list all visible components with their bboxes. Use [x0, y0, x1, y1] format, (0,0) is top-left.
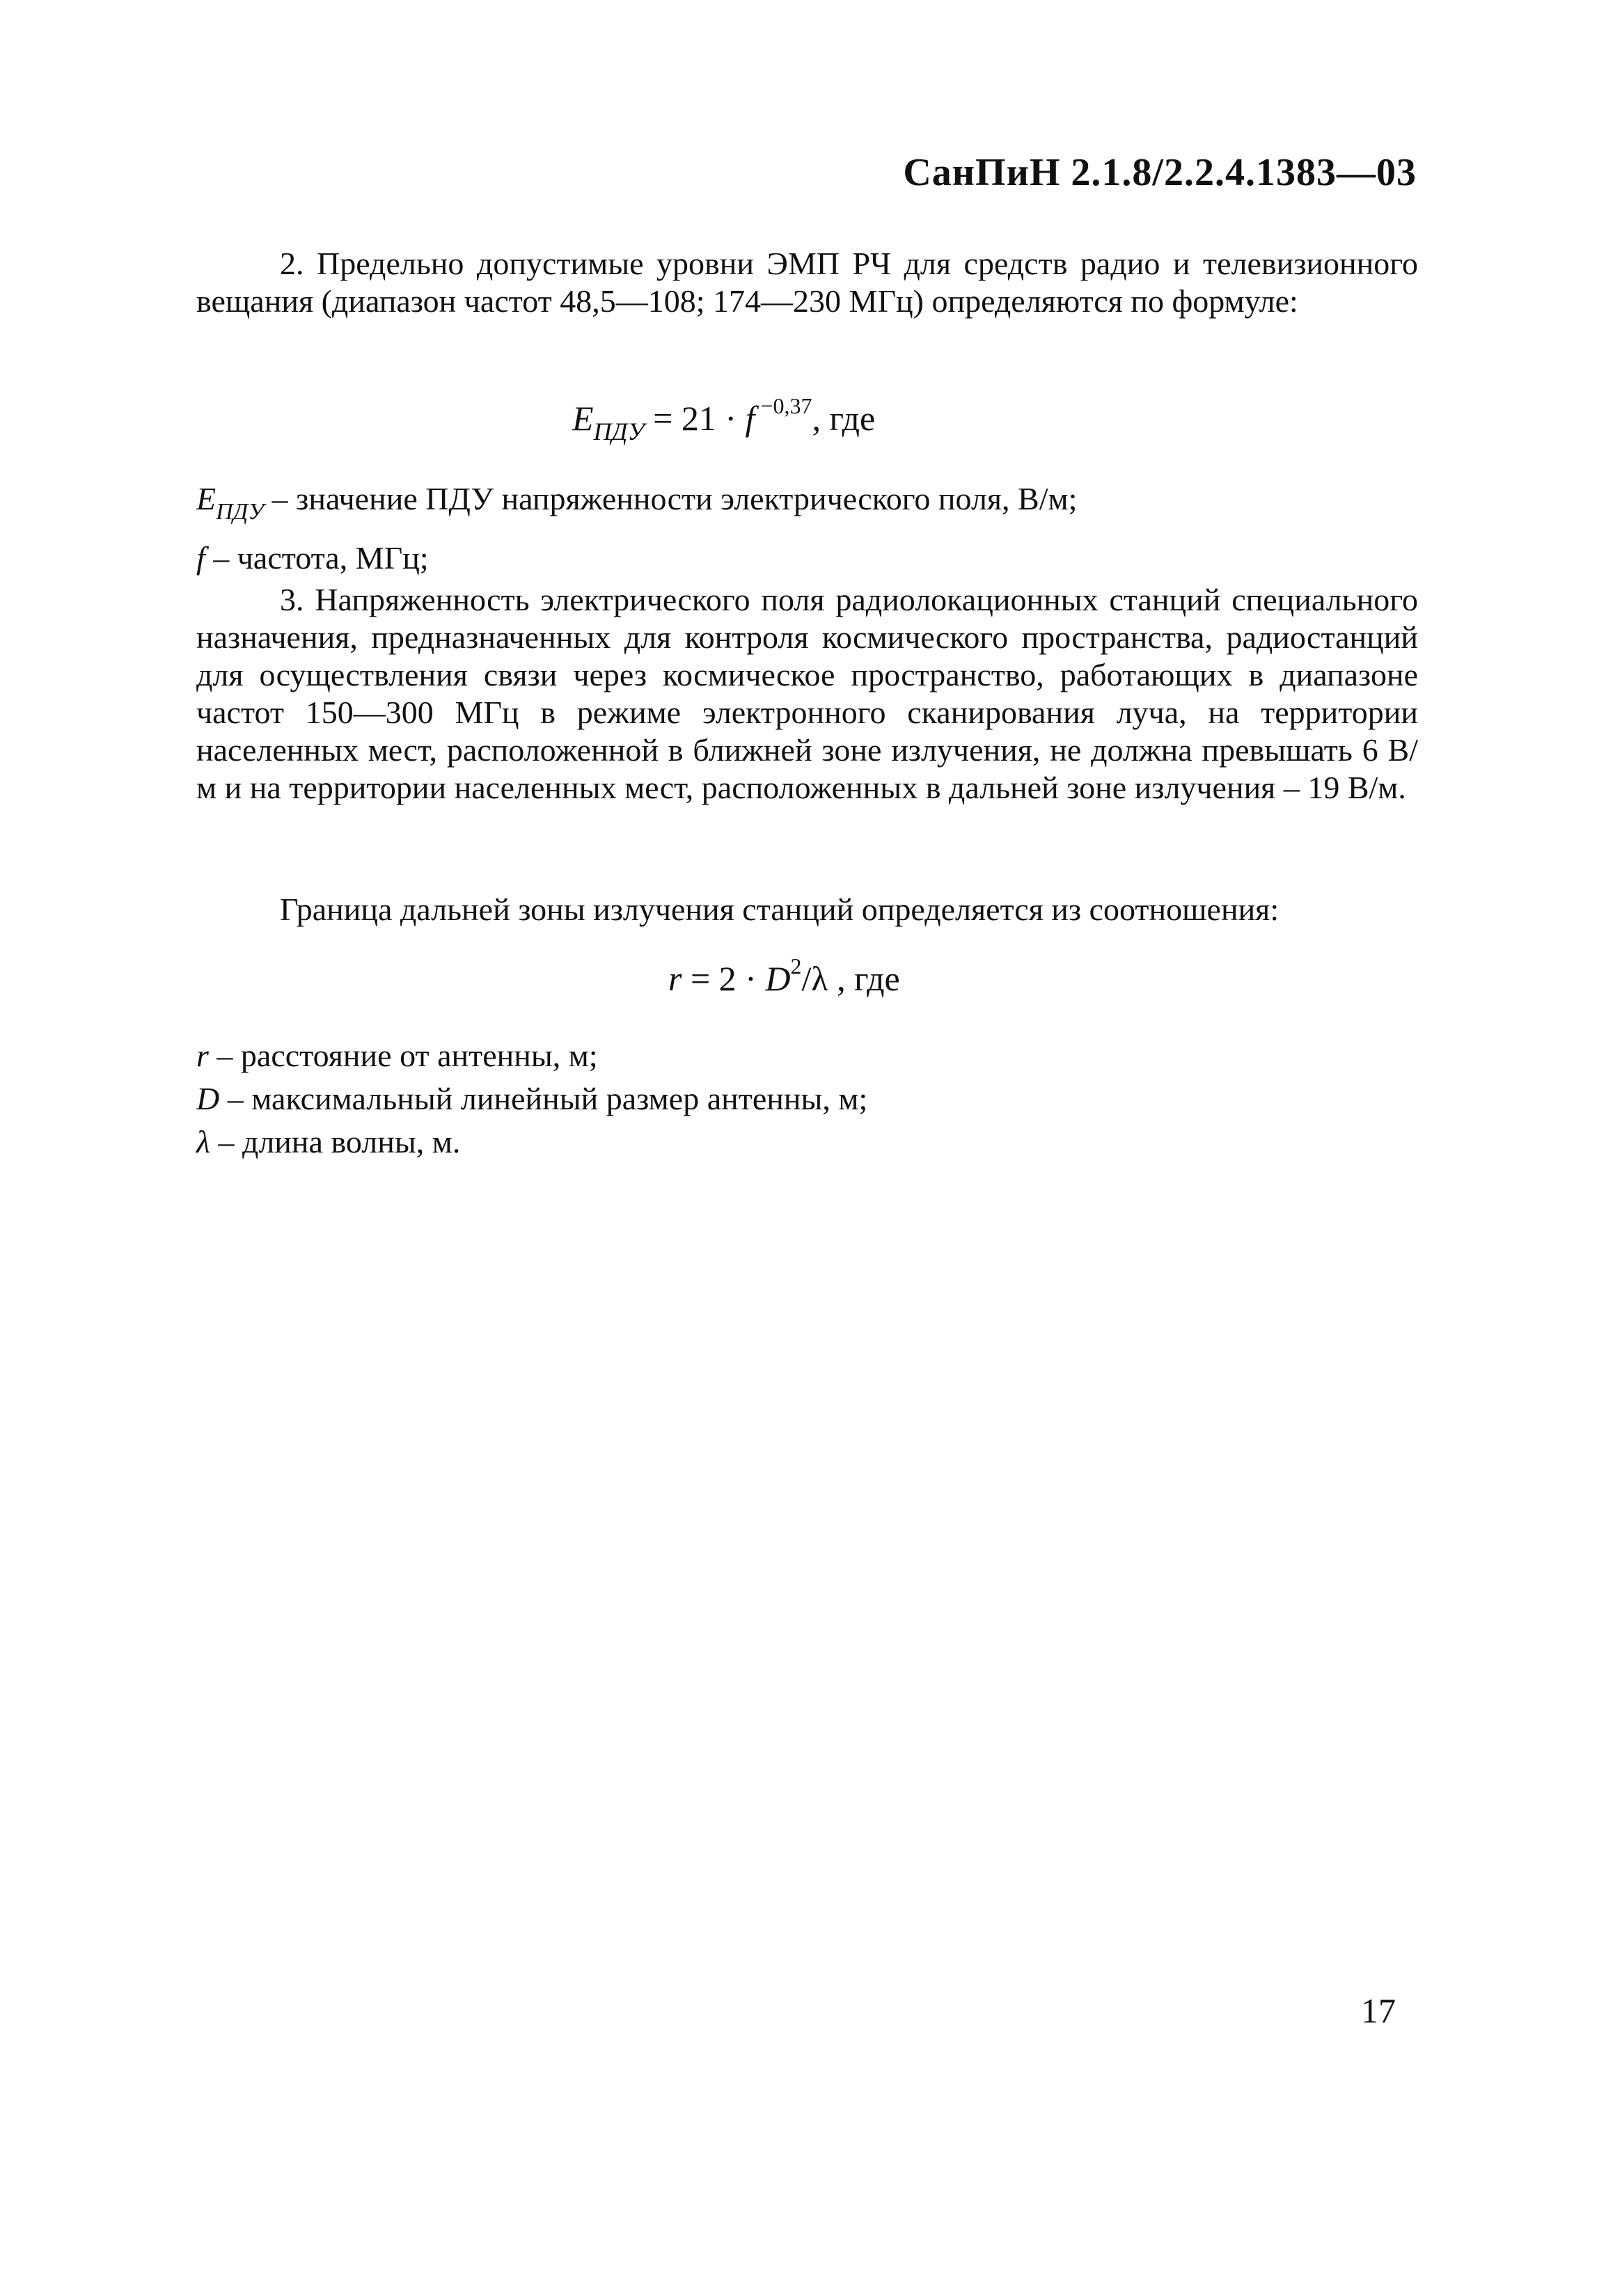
definition-d	[196, 1080, 867, 1117]
formula-e-symbol: E	[572, 399, 594, 438]
formula-rhs: = 21 ·	[653, 399, 746, 438]
def-d-text: – максимальный линейный размер антенны, м;	[219, 1081, 868, 1116]
definition-lambda	[196, 1123, 460, 1160]
def-f-text: – частота, МГц;	[205, 540, 429, 576]
formula2-exponent: 2	[790, 953, 802, 979]
boundary-text: Граница дальней зоны излучения станций определяется из соотношения:	[280, 892, 1280, 927]
def-lambda-text: – длина волны, м.	[210, 1124, 461, 1159]
formula2-r-symbol: r	[668, 959, 682, 998]
formula-tail: , где	[812, 399, 876, 438]
formula2-mid: = 2 ·	[682, 959, 766, 998]
def-e-text: – значение ПДУ напряженности электрического поля, В/м;	[264, 481, 1078, 516]
definition-f	[196, 539, 429, 576]
def-r-text: – расстояние от антенны, м;	[208, 1038, 598, 1073]
formula-exponent: −0,37	[755, 393, 812, 418]
definition-e-pdu	[196, 480, 1077, 525]
formula2-tail: /λ , где	[801, 959, 900, 998]
def-e-symbol: E	[196, 481, 216, 516]
paragraph-boundary	[196, 891, 1418, 928]
formula2-d-symbol: D	[765, 959, 791, 998]
def-lambda-symbol: λ	[196, 1124, 210, 1159]
def-e-subscript: ПДУ	[216, 499, 265, 525]
paragraph-section-2	[196, 245, 1418, 320]
def-d-symbol: D	[196, 1081, 220, 1116]
section-2-text: 2. Предельно допустимые уровни ЭМП РЧ для средств радио и телевизионного вещания (диапазон частот 48,5—108; 174—230 МГц) определяются по формуле:	[196, 246, 1418, 319]
def-f-symbol: f	[196, 540, 205, 576]
section-3-text: 3. Напряженность электрического поля радиолокационных станций специального назначения, предназначенных для контроля космического пространства, радиостанций для осуществления связи через космическое пространство, работающих в диапазоне частот 150—300 МГц в режиме электронного сканирования луча, на территории населенных мест, расположенной в ближней зоне излучения, не должна превышать 6 В/м и на территории населенных мест, расположенных в дальней зоне излучения – 19 В/м.	[196, 582, 1418, 805]
page-number: 17	[1361, 1991, 1396, 2030]
definition-r	[196, 1037, 598, 1074]
formula-far-zone	[668, 953, 900, 999]
paragraph-section-3	[196, 581, 1418, 807]
formula-e-subscript: ПДУ	[593, 418, 645, 445]
formula-f-symbol: f	[745, 399, 755, 438]
formula-e-pdu	[572, 393, 875, 446]
def-r-symbol: r	[196, 1038, 209, 1073]
document-code-header: СанПиН 2.1.8/2.2.4.1383—03	[903, 151, 1417, 194]
